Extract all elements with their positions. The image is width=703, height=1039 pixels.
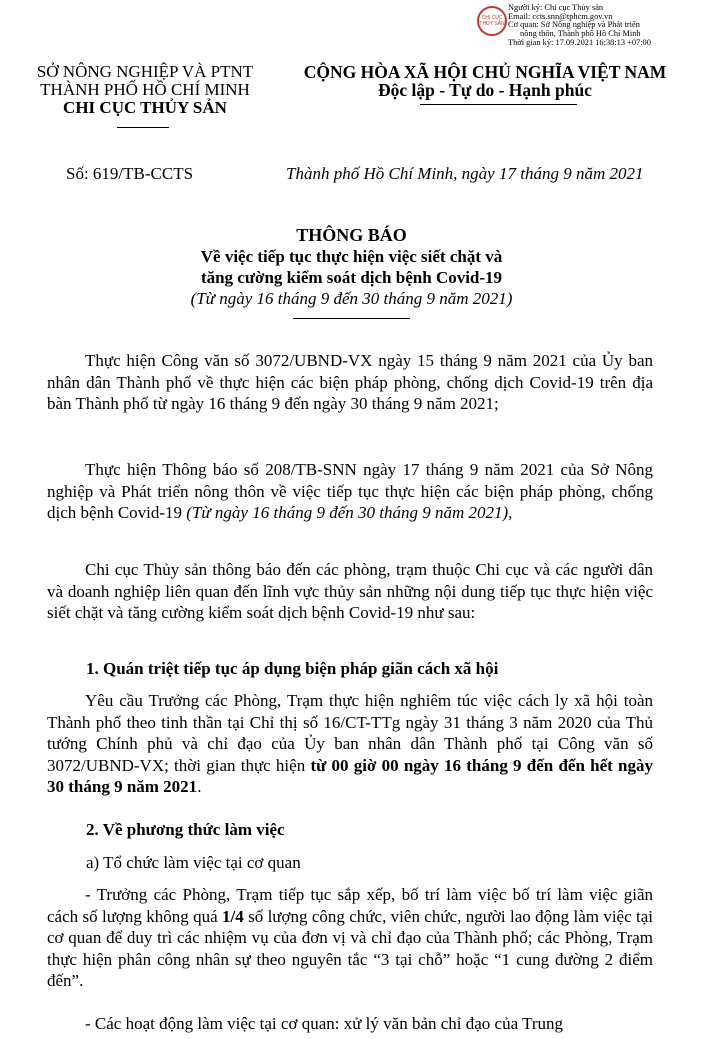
motto: Độc lập - Tự do - Hạnh phúc bbox=[378, 80, 592, 100]
paragraph-5-normal-b: số lượng công chức, viên chức, người lao động làm việc tại cơ quan để duy trì các nhiệm vụ của đơn vị và chỉ đạo của Thành phố; các Phòng, Trạm thực hiện phân công nhân sự theo nguyên tắc “3 tại chỗ” hoặc “1 cung đường 2 điểm đến”. bbox=[47, 906, 653, 991]
title-underline bbox=[293, 318, 410, 319]
paragraph-6-text: - Các hoạt động làm việc tại cơ quan: xử lý văn bản chỉ đạo của Trung bbox=[85, 1014, 564, 1033]
paragraph-2 bbox=[47, 459, 653, 524]
paragraph-2-text bbox=[47, 459, 653, 524]
agency-line-3: CHI CỤC THỦY SẢN bbox=[63, 98, 227, 117]
paragraph-5-normal-a: - Trưởng các Phòng, Trạm tiếp tục sắp xếp, bố trí làm việc bố trí làm việc giãn cách số lượng không quá bbox=[47, 885, 653, 926]
paragraph-1 bbox=[47, 350, 653, 415]
republic-title: CỘNG HÒA XÃ HỘI CHỦ NGHĨA VIỆT NAM bbox=[303, 62, 667, 82]
title-subject-1: Về việc tiếp tục thực hiện việc siết chặt và bbox=[200, 247, 503, 266]
paragraph-6 bbox=[47, 1013, 653, 1035]
paragraph-1-text: Thực hiện Công văn số 3072/UBND-VX ngày 15 tháng 9 năm 2021 của Ủy ban nhân dân Thành phố về thực hiện các biện pháp phòng, chống dịch Covid-19 trên địa bàn Thành phố từ ngày 16 tháng 9 đến ngày 30 tháng 9 năm 2021; bbox=[47, 351, 653, 414]
paragraph-4-normal: Yêu cầu Trưởng các Phòng, Trạm thực hiện nghiêm túc việc cách ly xã hội toàn Thành phố theo tinh thần tại Chỉ thị số 16/CT-TTg ngày 31 tháng 3 năm 2020 của Thủ tướng Chính phủ và chỉ đạo của Ủy ban nhân dân Thành phố tại Công văn số 3072/UBND-VX; thời gian thực hiện bbox=[47, 691, 653, 775]
paragraph-4-text bbox=[47, 690, 653, 798]
paragraph-3 bbox=[47, 559, 653, 624]
seal-text-1: CHI CỤC bbox=[481, 15, 503, 21]
paragraph-2-italic: (Từ ngày 16 tháng 9 đến 30 tháng 9 năm 2021), bbox=[186, 503, 513, 523]
signature-line: Người ký: Chi cục Thủy sản bbox=[508, 4, 604, 12]
signature-line: Cơ quan: Sở Nông nghiệp và Phát triển bbox=[508, 21, 640, 30]
paragraph-4-bold: từ 00 giờ 00 ngày 16 tháng 9 đến đến hết ngày 30 tháng 9 năm 2021 bbox=[47, 755, 653, 797]
motto-underline bbox=[420, 104, 577, 105]
place-date: Thành phố Hồ Chí Minh, ngày 17 tháng 9 năm 2021 bbox=[286, 164, 644, 183]
section-2-heading: 2. Về phương thức làm việc bbox=[86, 820, 285, 839]
agency-underline bbox=[117, 127, 169, 128]
title-period: (Từ ngày 16 tháng 9 đến 30 tháng 9 năm 2021) bbox=[190, 289, 513, 308]
agency-line-1: SỞ NÔNG NGHIỆP VÀ PTNT bbox=[36, 62, 254, 81]
paragraph-5-text bbox=[47, 884, 653, 992]
document-number: Số: 619/TB-CCTS bbox=[66, 164, 194, 183]
signature-line: Thời gian ký: 17.09.2021 16:38:13 +07:00 bbox=[508, 38, 651, 47]
signature-line: Email: ccts.snn@tphcm.gov.vn bbox=[508, 12, 613, 21]
paragraph-3-text: Chi cục Thủy sản thông báo đến các phòng, trạm thuộc Chi cục và các người dân và doanh nghiệp liên quan đến lĩnh vực thủy sản những nội dung tiếp tục thực hiện việc siết chặt và tăng cường kiểm soát dịch bệnh Covid-19 như sau: bbox=[47, 560, 653, 623]
paragraph-5 bbox=[47, 884, 653, 992]
title-subject-2: tăng cường kiểm soát dịch bệnh Covid-19 bbox=[200, 268, 503, 287]
section-1-heading: 1. Quán triệt tiếp tục áp dụng biện pháp giãn cách xã hội bbox=[86, 659, 499, 678]
paragraph-5-bold: 1/4 bbox=[222, 906, 244, 926]
document-title: THÔNG BÁO bbox=[296, 225, 407, 245]
agency-header bbox=[30, 63, 260, 117]
paragraph-2-normal: Thực hiện Thông báo số 208/TB-SNN ngày 17 tháng 9 năm 2021 của Sở Nông nghiệp và Phát triển nông thôn về việc tiếp tục thực hiện các biện pháp phòng, chống dịch bệnh Covid-19 bbox=[47, 460, 653, 523]
paragraph-4 bbox=[47, 690, 653, 798]
signature-seal bbox=[477, 6, 507, 36]
signature-line: nông thôn, Thành phố Hồ Chí Minh bbox=[520, 30, 641, 39]
section-2a-heading: a) Tổ chức làm việc tại cơ quan bbox=[86, 853, 301, 872]
paragraph-4-end: . bbox=[197, 777, 202, 797]
seal-text-2: THỦY SẢN bbox=[479, 21, 505, 27]
digital-signature-info bbox=[508, 4, 700, 48]
agency-line-2: THÀNH PHỐ HỒ CHÍ MINH bbox=[40, 80, 250, 99]
national-header bbox=[270, 63, 700, 99]
